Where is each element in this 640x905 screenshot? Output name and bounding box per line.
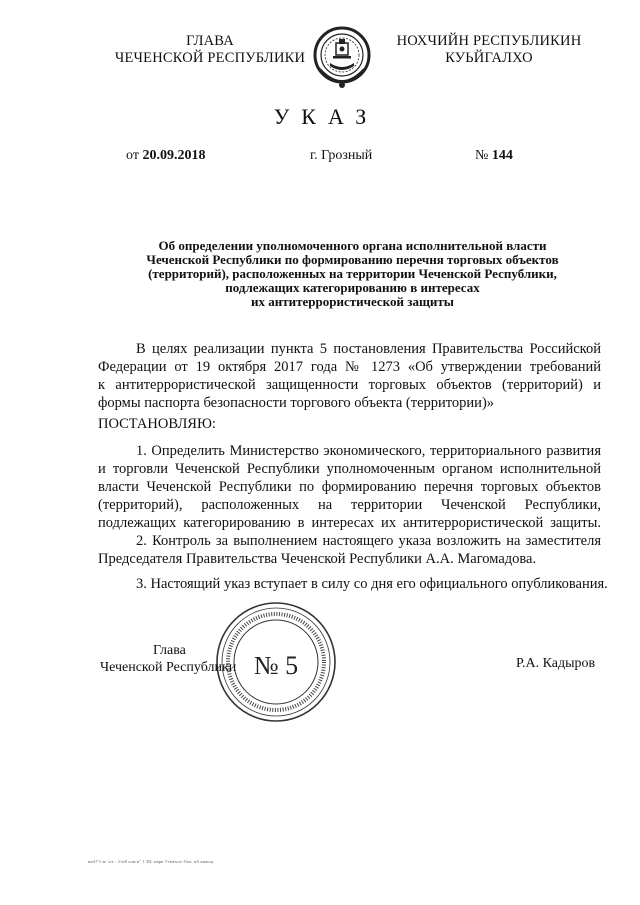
decree-item-3: [98, 575, 608, 593]
document-subject: [100, 239, 605, 309]
signature-title: [100, 642, 236, 676]
subject-line: Об определении уполномоченного органа исполнительной власти: [158, 238, 547, 253]
document-number: [475, 148, 513, 164]
text-line: подлежащих категорированию в интересах их антитеррористической защиты.: [98, 515, 601, 531]
header-left-line1: ГЛАВА: [186, 33, 234, 49]
header-right-line2: КУЬЙГАЛХО: [445, 50, 533, 66]
document-date: [126, 148, 205, 164]
text-line: и торговли Чеченской Республики уполномоченным органом исполнительной: [98, 461, 601, 477]
signatory-name: Р.А. Кадыров: [516, 656, 596, 671]
decree-item-1: [98, 442, 601, 532]
text-line: Председателя Правительства Чеченской Республики А.А. Магомадова.: [98, 551, 537, 567]
header-right: [380, 33, 598, 67]
resolve-heading: ПОСТАНОВЛЯЮ:: [98, 416, 216, 432]
date-prefix: от: [126, 148, 139, 163]
document-city: г. Грозный: [310, 148, 373, 163]
subject-line: Чеченской Республики по формированию перечня торговых объектов: [146, 252, 559, 267]
text-line: к антитеррористической защищенности торговых объектов (территорий) и: [98, 377, 601, 393]
text-line: 3. Настоящий указ вступает в силу со дня его официального опубликования.: [136, 576, 608, 592]
stamp-number: № 5: [253, 651, 299, 680]
preamble-paragraph: [98, 340, 601, 412]
text-line: 1. Определить Министерство экономического, территориального развития: [136, 443, 601, 459]
document-title: УКАЗ: [273, 104, 379, 129]
coat-of-arms-emblem-icon: [312, 23, 372, 91]
text-line: 2. Контроль за выполнением настоящего указа возложить на заместителя: [136, 533, 601, 549]
number-prefix: №: [475, 148, 489, 163]
text-line: (территорий), расположенных на территории Чеченской Республики,: [98, 497, 601, 513]
footer-microtext: юч47/1-м/ зсх - 2-н/8 ьом-и" 1 /Ш- мнри Уткнтолг-Ооп. нА аыюоц: [88, 859, 214, 864]
signature-title-line2: Чеченской Республики: [100, 660, 237, 675]
text-line: Федерации от 19 октября 2017 года № 1273 «Об утверждении требований: [98, 359, 601, 375]
decree-item-2: [98, 532, 601, 568]
number-value: 144: [491, 148, 513, 163]
date-value: 20.09.2018: [142, 148, 206, 163]
subject-line: (территорий), расположенных на территории Чеченской Республики,: [148, 266, 557, 281]
text-line: власти Чеченской Республики по формированию перечня торговых объектов: [98, 479, 601, 495]
header-left: [100, 33, 320, 67]
subject-line: их антитеррористической защиты: [251, 294, 454, 309]
header-right-line1: НОХЧИЙН РЕСПУБЛИКИН: [396, 33, 582, 49]
header-left-line2: ЧЕЧЕНСКОЙ РЕСПУБЛИКИ: [114, 50, 306, 66]
text-line: В целях реализации пункта 5 постановления Правительства Российской: [136, 341, 601, 357]
signature-title-line1: Глава: [153, 643, 186, 658]
subject-line: подлежащих категорированию в интересах: [225, 280, 480, 295]
text-line: формы паспорта безопасности торгового объекта (территории)»: [98, 395, 495, 411]
